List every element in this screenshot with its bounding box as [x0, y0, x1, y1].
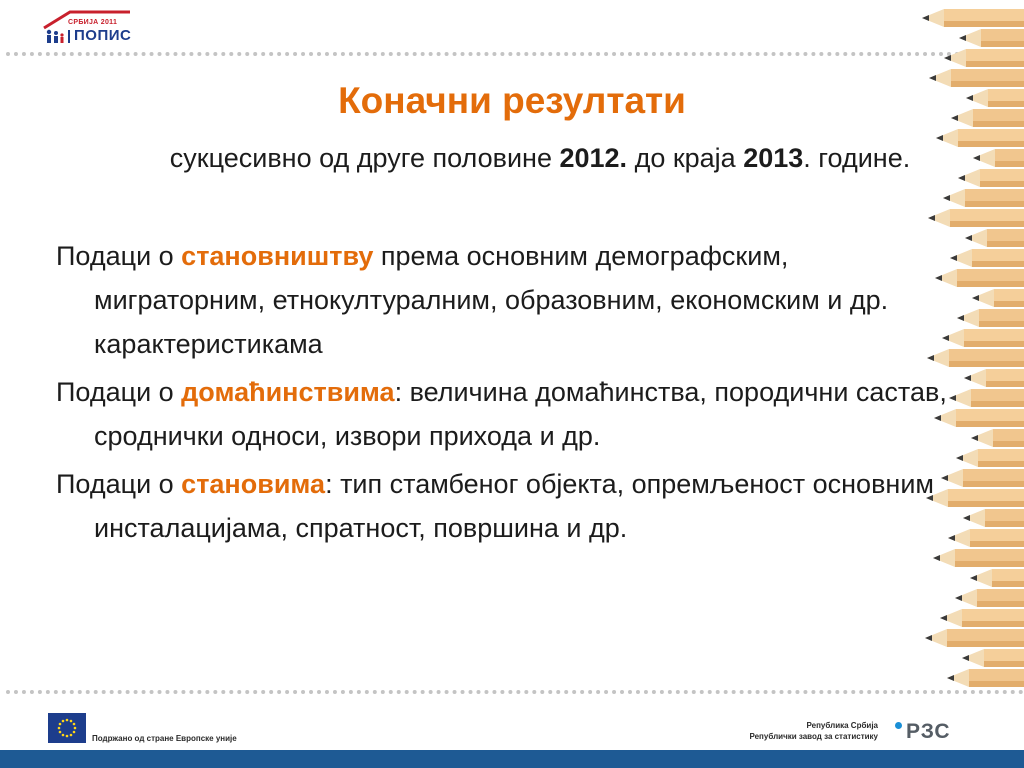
- slide-title: Коначни резултати: [338, 80, 686, 121]
- pencil-shape: [956, 449, 1024, 467]
- bullet-highlight: становништву: [181, 241, 374, 271]
- subtitle-text: сукцесивно од друге половине: [169, 143, 560, 173]
- pencil-shape: [925, 629, 1024, 647]
- subtitle-text: до краја: [627, 143, 744, 173]
- subtitle-text: . године.: [803, 143, 911, 173]
- pencil-shape: [965, 229, 1024, 247]
- org-name-line2: Републички завод за статистику: [749, 732, 878, 741]
- pencil-shape: [964, 369, 1024, 387]
- pencil-shape: [950, 249, 1024, 267]
- pencil-shape: [922, 9, 1024, 27]
- pencil-shape: [947, 669, 1024, 687]
- rzs-logo: РЗС: [906, 720, 951, 743]
- top-dotted-divider: [6, 52, 1024, 56]
- bullet-text: : величина домаћинства, породични састав, сроднички односи, извори прихода и др.: [94, 377, 947, 451]
- pencil-shape: [940, 609, 1024, 627]
- bullet-list: [56, 234, 961, 554]
- pencil-shape: [963, 509, 1024, 527]
- bullet-text: : тип стамбеног објекта, опремљеност основним инсталацијама, спратност, површина и др.: [94, 469, 934, 543]
- pencil-shape: [944, 49, 1024, 67]
- pencil-shape: [962, 649, 1024, 667]
- footer-bar: [0, 750, 1024, 768]
- subtitle-year-start: 2012.: [559, 143, 628, 173]
- bullet-text: према основним демографским, миграторним, етнокултуралним, образовним, економским и др. карактеристикама: [94, 241, 889, 359]
- eu-support-text: Подржано од стране Европске уније: [92, 734, 237, 743]
- bullet-dwellings: [56, 462, 961, 550]
- bullet-highlight: домаћинствима: [181, 377, 395, 407]
- bullet-households: [56, 370, 961, 458]
- org-name-line1: Република Србија: [806, 721, 878, 730]
- bottom-dotted-divider: [6, 690, 1024, 694]
- pencil-shape: [943, 189, 1024, 207]
- logo-year: СРБИЈА 2011: [68, 19, 118, 26]
- bullet-prefix: Подаци о: [56, 241, 182, 271]
- subtitle-year-end: 2013: [743, 143, 804, 173]
- bullet-highlight: становима: [181, 469, 326, 499]
- pencil-shape: [971, 429, 1024, 447]
- logo-name: ПОПИС: [74, 27, 132, 44]
- bullet-population: [56, 234, 961, 366]
- pencil-shape: [970, 569, 1024, 587]
- slide-subtitle: [60, 136, 1020, 180]
- bullet-prefix: Подаци о: [56, 377, 182, 407]
- rzs-logo-block: [749, 718, 970, 750]
- eu-flag-icon: [48, 713, 86, 743]
- pencil-shape: [928, 209, 1024, 227]
- rzs-dot-icon: [895, 722, 902, 729]
- pencil-shape: [959, 29, 1024, 47]
- pencil-shape: [957, 309, 1024, 327]
- pencil-shape: [955, 589, 1024, 607]
- bullet-prefix: Подаци о: [56, 469, 182, 499]
- popis-logo: [40, 8, 150, 48]
- pencil-shape: [972, 289, 1024, 307]
